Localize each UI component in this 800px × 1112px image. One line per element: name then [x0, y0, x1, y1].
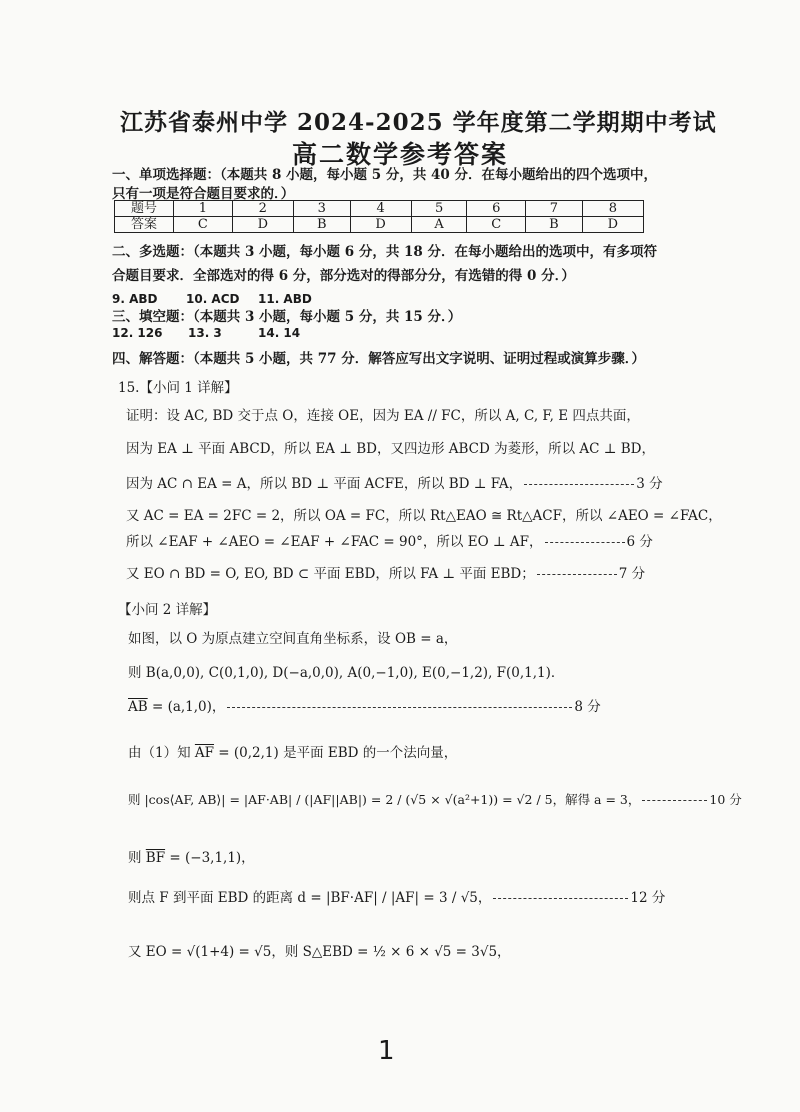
section2-answer-9: 9. ABD: [112, 292, 158, 306]
score-mark: 12 分: [630, 890, 666, 906]
proof-line-5-text: 所以 ∠EAF + ∠AEO = ∠EAF + ∠FAC = 90°，所以 EO ⊥ AF，: [126, 534, 543, 550]
part2-line-7: [128, 886, 665, 906]
vector-bf: $\overline{BF}$: [145, 850, 166, 866]
section4-heading: 四、解答题：（本题共 5 小题，共 77 分．解答应写出文字说明、证明过程或演算步骤．）: [112, 351, 645, 367]
table-cell: 5: [411, 201, 467, 217]
part2-line-8: 又 EO = √(1+4) = √5，则 S△EBD = ½ × 6 × √5 = 3√5，: [128, 944, 511, 960]
section2-heading: 二、多选题：（本题共 3 小题，每小题 6 分，共 18 分．在每小题给出的选项中，有多项符: [112, 244, 658, 260]
table-cell: 3: [293, 201, 350, 217]
proof-line-3: [126, 472, 663, 492]
proof-line-3-text: 因为 AC ∩ EA = A，所以 BD ⊥ 平面 ACFE，所以 BD ⊥ FA，: [126, 476, 523, 492]
part2-line-3: [128, 695, 601, 715]
vector-af: $\overline{AF}$: [194, 745, 215, 761]
answer-table: [114, 200, 644, 233]
section2-heading-cont: 合题目要求．全部选对的得 6 分，部分选对的得部分分，有选错的得 0 分．）: [112, 268, 575, 284]
table-cell: 4: [350, 201, 411, 217]
proof-line-6-text: 又 EO ∩ BD = O, EO, BD ⊂ 平面 EBD，所以 FA ⊥ 平面 EBD；: [126, 566, 535, 582]
dashed-leader: [227, 707, 572, 708]
page-subtitle: 高二数学参考答案: [292, 140, 509, 169]
table-cell: D: [232, 217, 293, 233]
section3-answer-12: 12. 126: [112, 326, 163, 340]
table-cell: D: [582, 217, 643, 233]
table-cell: 6: [467, 201, 526, 217]
table-cell: 题号: [115, 201, 174, 217]
part2-line-7-text: 则点 F 到平面 EBD 的距离 d = |BF·AF| / |AF| = 3 / √5，: [128, 890, 492, 906]
page-title: 江苏省泰州中学 2024-2025 学年度第二学期期中考试: [120, 109, 717, 136]
table-cell: 答案: [115, 217, 174, 233]
section3-answer-14: 14. 14: [258, 326, 301, 340]
part2-line-4-prefix: 由（1）知: [128, 745, 195, 761]
proof-line-2: 因为 EA ⊥ 平面 ABCD，所以 EA ⊥ BD，又四边形 ABCD 为菱形，所以 AC ⊥ BD，: [126, 441, 656, 457]
part2-line-1: 如图，以 O 为原点建立空间直角坐标系，设 OB = a，: [128, 631, 458, 647]
part2-line-6-prefix: 则: [128, 850, 146, 866]
score-mark: 3 分: [636, 476, 663, 492]
q15-part2-title: 【小问 2 详解】: [118, 602, 217, 618]
table-cell: A: [411, 217, 467, 233]
part2-line-6-suffix: = (−3,1,1)，: [165, 850, 255, 866]
score-mark: 7 分: [618, 566, 646, 582]
section2-answer-10: 10. ACD: [186, 292, 240, 306]
proof-line-1: 证明：设 AC, BD 交于点 O，连接 OE，因为 EA // FC，所以 A, C, F, E 四点共面，: [126, 408, 640, 424]
part2-line-4: [128, 741, 457, 761]
q15-part1-title: 15.【小问 1 详解】: [118, 380, 238, 396]
section3-answer-13: 13. 3: [188, 326, 222, 340]
dashed-leader: [524, 484, 634, 485]
dashed-leader: [642, 800, 707, 801]
table-cell: B: [293, 217, 350, 233]
part2-line-2: 则 B(a,0,0), C(0,1,0), D(−a,0,0), A(0,−1,0), E(0,−1,2), F(0,1,1)．: [128, 665, 565, 681]
table-row: [115, 217, 644, 233]
part2-line-5: [128, 790, 742, 808]
dashed-leader: [493, 898, 628, 899]
part2-line-5-text: 则 |cos⟨AF, AB⟩| = |AF·AB| / (|AF||AB|) = 2 / (√5 × √(a²+1)) = √2 / 5，解得 a = 3，: [128, 792, 641, 807]
table-cell: B: [526, 217, 583, 233]
section1-heading-cont: 只有一项是符合题目要求的．）: [112, 186, 295, 202]
score-mark: 6 分: [626, 534, 653, 550]
table-cell: 7: [526, 201, 583, 217]
table-row: [115, 201, 644, 217]
section2-answer-11: 11. ABD: [258, 292, 312, 306]
table-cell: 8: [582, 201, 643, 217]
proof-line-5: [126, 530, 653, 550]
section3-heading: 三、填空题：（本题共 3 小题，每小题 5 分，共 15 分．）: [112, 309, 462, 325]
proof-line-6: [126, 562, 645, 582]
part2-line-4-suffix: = (0,2,1) 是平面 EBD 的一个法向量，: [214, 745, 458, 761]
table-cell: 1: [174, 201, 233, 217]
part2-line-6: [128, 846, 255, 866]
vector-ab: $\overline{AB}$: [128, 699, 148, 715]
table-cell: C: [467, 217, 526, 233]
section1-heading: 一、单项选择题：（本题共 8 小题，每小题 5 分，共 40 分．在每小题给出的四个选项中，: [112, 167, 658, 183]
table-cell: C: [174, 217, 233, 233]
page-number: 1: [378, 1036, 395, 1066]
score-mark: 8 分: [574, 699, 601, 715]
table-cell: 2: [232, 201, 293, 217]
score-mark: 10 分: [709, 792, 742, 807]
dashed-leader: [545, 542, 625, 543]
proof-line-4: 又 AC = EA = 2FC = 2，所以 OA = FC，所以 Rt△EAO ≅ Rt△ACF，所以 ∠AEO = ∠FAC，: [126, 508, 722, 524]
dashed-leader: [537, 574, 617, 575]
vector-ab-value: = (a,1,0)，: [147, 699, 226, 715]
table-cell: D: [350, 217, 411, 233]
